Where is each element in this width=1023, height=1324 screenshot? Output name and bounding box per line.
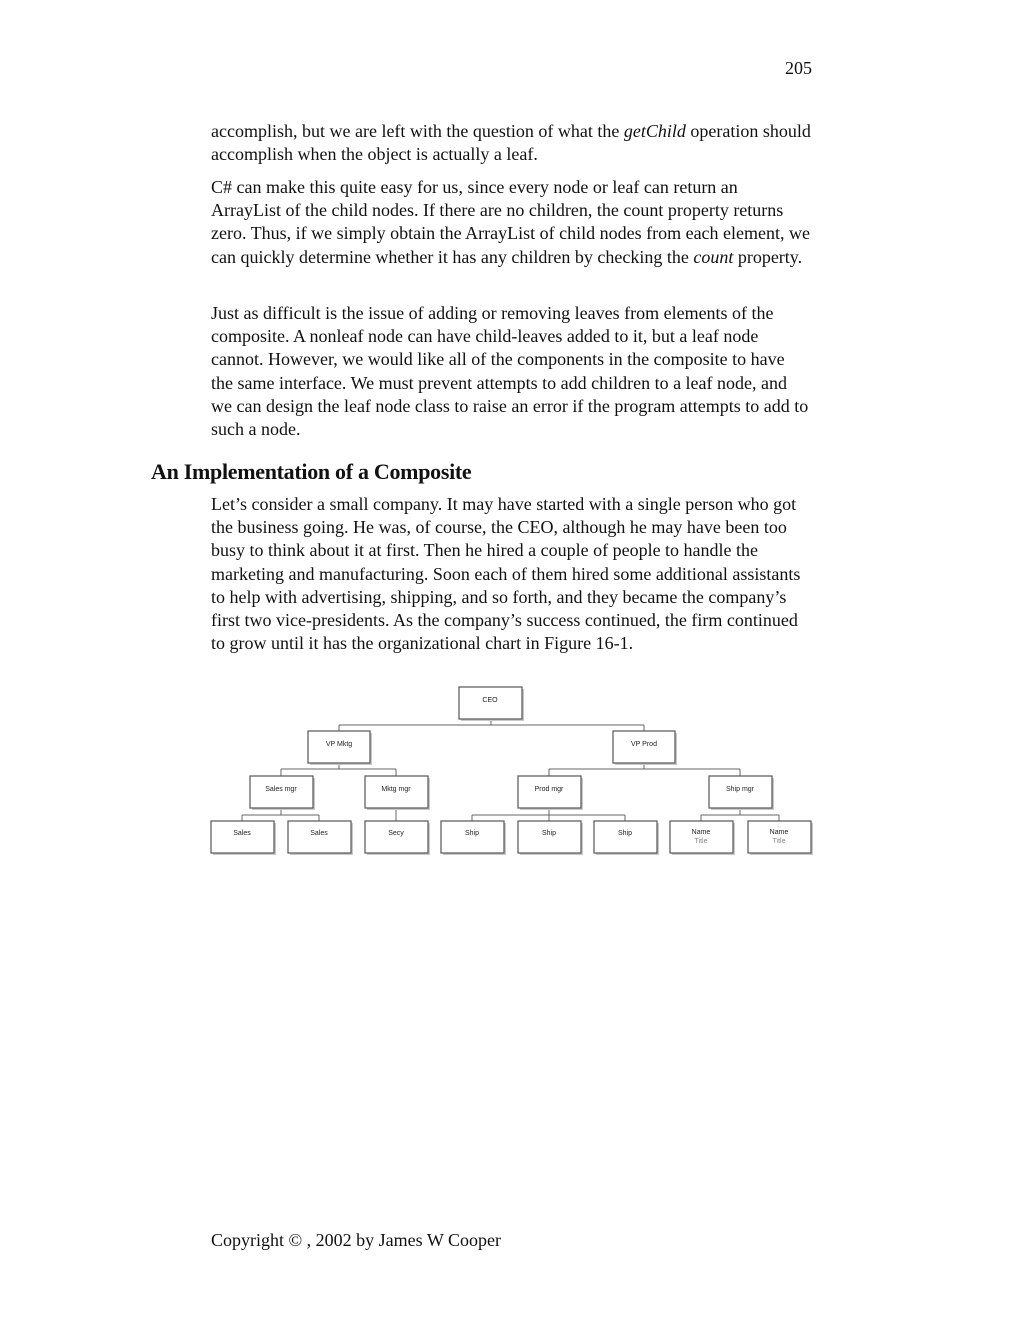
org-node-ship-3 <box>594 821 659 855</box>
paragraph-small-company <box>211 493 811 655</box>
paragraph-text: property. <box>733 246 803 267</box>
org-node-label: VP Mktg <box>325 741 353 748</box>
org-node-label: Ship <box>464 830 480 837</box>
page-number: 205 <box>785 58 812 78</box>
org-node-ship-1 <box>441 821 506 855</box>
code-term-count: count <box>693 246 734 267</box>
org-node-label: Ship <box>617 830 633 837</box>
org-node-label: Name <box>691 829 711 836</box>
paragraph-text: Let’s consider a small company. It may have started with a single person who got the business going. He was, of course, the CEO, although he may have been too busy to think about it at first. Then he hired a couple of people to handle the marketing and manufacturing. Soon each of them hired some additional assistants to help with advertising, shipping, and so forth, and they became the company’s first two vice-presidents. As the company’s success continued, the firm continued to grow until it has the organizational chart in Figure 16-1. <box>211 494 801 654</box>
paragraph-text: Just as difficult is the issue of adding or removing leaves from elements of the composite. A nonleaf node can have child-leaves added to it, but a leaf node cannot. However, we would like all of the components in the composite to have the same interface. We must prevent attempts to add children to a leaf node, and we can design the leaf node class to raise an error if the program attempts to add to such a node. <box>211 303 809 440</box>
org-node-label: Ship mgr <box>725 786 755 793</box>
org-node-label: Sales <box>310 830 328 837</box>
copyright-footer: Copyright © , 2002 by James W Cooper <box>211 1230 501 1250</box>
paragraph-text: operation should accomplish when the object is actually a leaf. <box>211 121 811 165</box>
org-node-ceo <box>459 687 524 721</box>
code-term-getchild: getChild <box>623 121 686 141</box>
org-node-label: Sales mgr <box>265 786 297 793</box>
org-node-ship-mgr <box>709 776 774 810</box>
org-node-vp-prod <box>613 731 677 765</box>
org-node-subtitle: Title <box>694 838 708 845</box>
org-node-ship-2 <box>518 821 583 855</box>
org-node-label: Ship <box>541 830 557 837</box>
section-heading: An Implementation of a Composite <box>151 459 472 484</box>
org-node-vp-mktg <box>308 731 372 765</box>
paragraph-text: accomplish, but we are left with the question of what the <box>211 121 624 141</box>
org-node-name-2 <box>748 821 813 855</box>
org-node-prod-mgr <box>518 776 583 810</box>
org-node-subtitle: Title <box>772 838 786 845</box>
org-chart-figure <box>200 682 820 862</box>
paragraph-csharp-arraylist <box>211 176 811 269</box>
org-node-label: Prod mgr <box>534 786 564 793</box>
org-node-label: Mktg mgr <box>381 786 411 793</box>
paragraph-adding-removing-leaves <box>211 302 811 441</box>
org-node-mktg-mgr <box>365 776 430 810</box>
org-node-name-1 <box>670 821 735 855</box>
org-node-label: Sales <box>233 830 251 837</box>
org-node-sales-mgr <box>250 776 315 810</box>
org-node-label: VP Prod <box>631 741 657 748</box>
paragraph-text: C# can make this quite easy for us, since every node or leaf can return an ArrayList of the child nodes. If there are no children, the count property returns zero. Thus, if we simply obtain the ArrayList of child nodes from each element, we can quickly determine whether it has any children by checking the <box>211 177 811 267</box>
org-node-secy <box>365 821 430 855</box>
org-node-sales-1 <box>211 821 276 855</box>
org-node-label: Name <box>769 829 789 836</box>
org-node-label: CEO <box>482 697 498 704</box>
paragraph-getchild <box>211 120 811 166</box>
org-node-sales-2 <box>288 821 353 855</box>
org-node-label: Secy <box>388 830 404 837</box>
